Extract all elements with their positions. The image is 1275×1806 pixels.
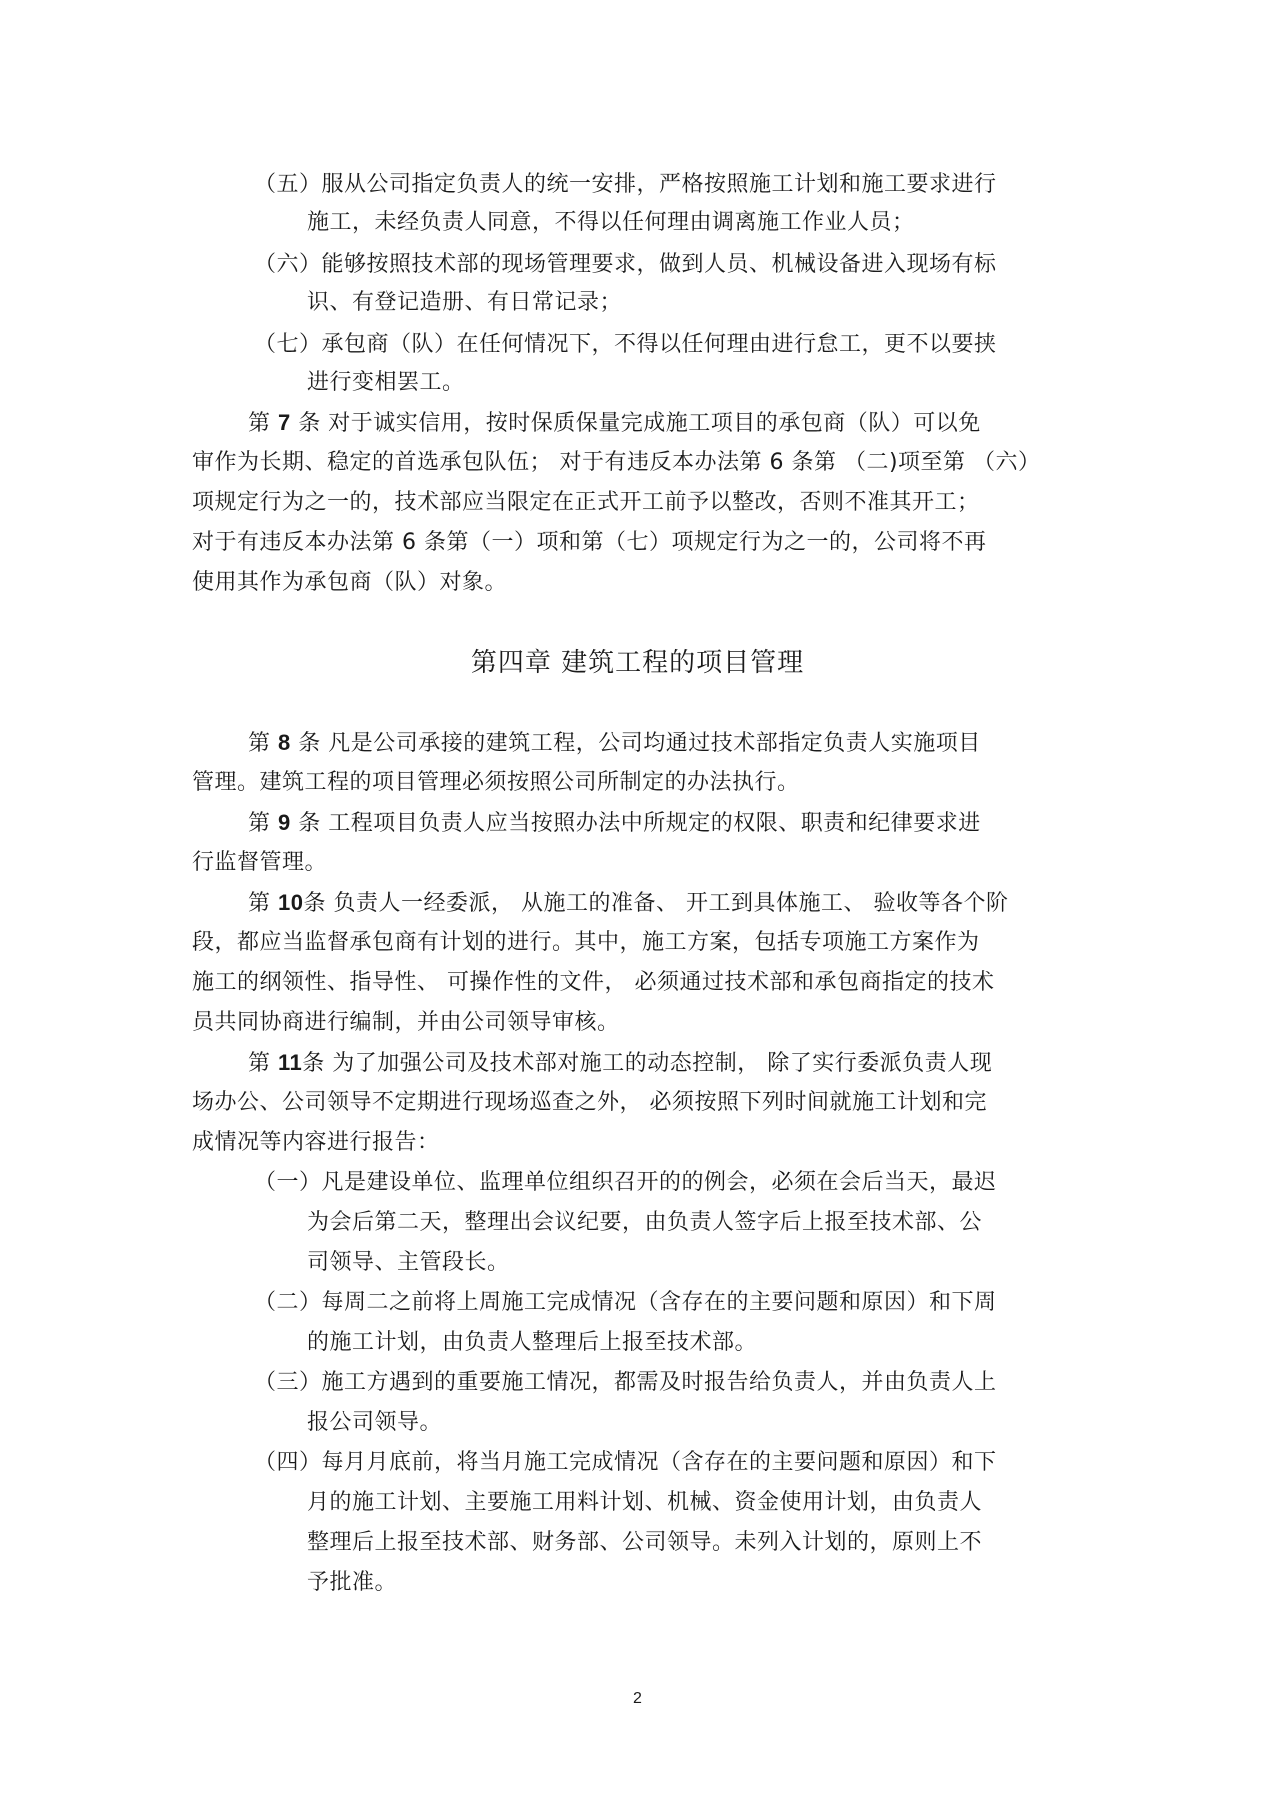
item-5-line-1: （五）服从公司指定负责人的统一安排，严格按照施工计划和施工要求进行 [254,172,997,197]
article-8-number: 8 [278,730,291,755]
article-11-line-1: 第 11条 为了加强公司及技术部对施工的动态控制， 除了实行委派负责人现 [248,1050,993,1076]
article-10-line-4: 员共同协商进行编制，并由公司领导审核。 [192,1010,620,1035]
article-11-line-3: 成情况等内容进行报告： [192,1130,440,1155]
item-4-line-3: 整理后上报至技术部、财务部、公司领导。未列入计划的，原则上不 [307,1530,983,1555]
item-6-line-1: （六）能够按照技术部的现场管理要求，做到人员、机械设备进入现场有标 [254,252,997,277]
item-6-line-2: 识、有登记造册、有日常记录； [307,290,623,315]
item-3-line-2: 报公司领导。 [307,1410,443,1435]
article-9-line-1: 第 9 条 工程项目负责人应当按照办法中所规定的权限、职责和纪律要求进 [248,810,981,836]
item-7-line-1: （七）承包商（队）在任何情况下，不得以任何理由进行怠工，更不以要挟 [254,332,997,357]
article-10-line-2: 段，都应当监督承包商有计划的进行。其中，施工方案，包括专项施工方案作为 [192,930,980,955]
article-7-line-1: 第 7 条 对于诚实信用，按时保质保量完成施工项目的承包商（队）可以免 [248,410,981,436]
item-2-line-2: 的施工计划，由负责人整理后上报至技术部。 [307,1330,758,1355]
article-8-line-2: 管理。建筑工程的项目管理必须按照公司所制定的办法执行。 [192,770,800,795]
item-5-line-2: 施工，未经负责人同意，不得以任何理由调离施工作业人员； [307,210,915,235]
article-9-line-2: 行监督管理。 [192,850,328,875]
article-11-line-2: 场办公、公司领导不定期进行现场巡查之外， 必须按照下列时间就施工计划和完 [192,1090,987,1115]
article-7-line-5: 使用其作为承包商（队）对象。 [192,570,508,595]
article-11-number: 11 [278,1050,303,1075]
item-1-line-1: （一）凡是建设单位、监理单位组织召开的的例会，必须在会后当天，最迟 [254,1170,997,1195]
article-10-line-3: 施工的纲领性、指导性、 可操作性的文件， 必须通过技术部和承包商指定的技术 [192,970,995,995]
item-4-line-4: 予批准。 [307,1570,398,1595]
article-7-number: 7 [278,410,291,435]
article-9-number: 9 [278,810,291,835]
item-1-line-3: 司领导、主管段长。 [307,1250,510,1275]
item-2-line-1: （二）每周二之前将上周施工完成情况（含存在的主要问题和原因）和下周 [254,1290,997,1315]
item-3-line-1: （三）施工方遇到的重要施工情况，都需及时报告给负责人，并由负责人上 [254,1370,997,1395]
item-1-line-2: 为会后第二天，整理出会议纪要，由负责人签字后上报至技术部、公 [307,1210,983,1235]
article-10-line-1: 第 10条 负责人一经委派， 从施工的准备、 开工到具体施工、 验收等各个阶 [248,890,1009,916]
item-4-line-2: 月的施工计划、主要施工用料计划、机械、资金使用计划，由负责人 [307,1490,983,1515]
item-7-line-2: 进行变相罢工。 [307,370,465,395]
article-7-line-4: 对于有违反本办法第 6 条第（一）项和第（七）项规定行为之一的，公司将不再 [192,530,987,555]
article-7-line-3: 项规定行为之一的，技术部应当限定在正式开工前予以整改，否则不准其开工； [192,490,980,515]
article-8-line-1: 第 8 条 凡是公司承接的建筑工程，公司均通过技术部指定负责人实施项目 [248,730,981,756]
article-7-line-2: 审作为长期、稳定的首选承包队伍； 对于有违反本办法第 6 条第 （二)项至第 （六） [192,450,1041,475]
article-10-number: 10 [278,890,304,915]
item-4-line-1: （四）每月月底前，将当月施工完成情况（含存在的主要问题和原因）和下 [254,1450,997,1475]
chapter-title: 第四章 建筑工程的项目管理 [470,648,805,678]
page-number: 2 [633,1690,642,1707]
